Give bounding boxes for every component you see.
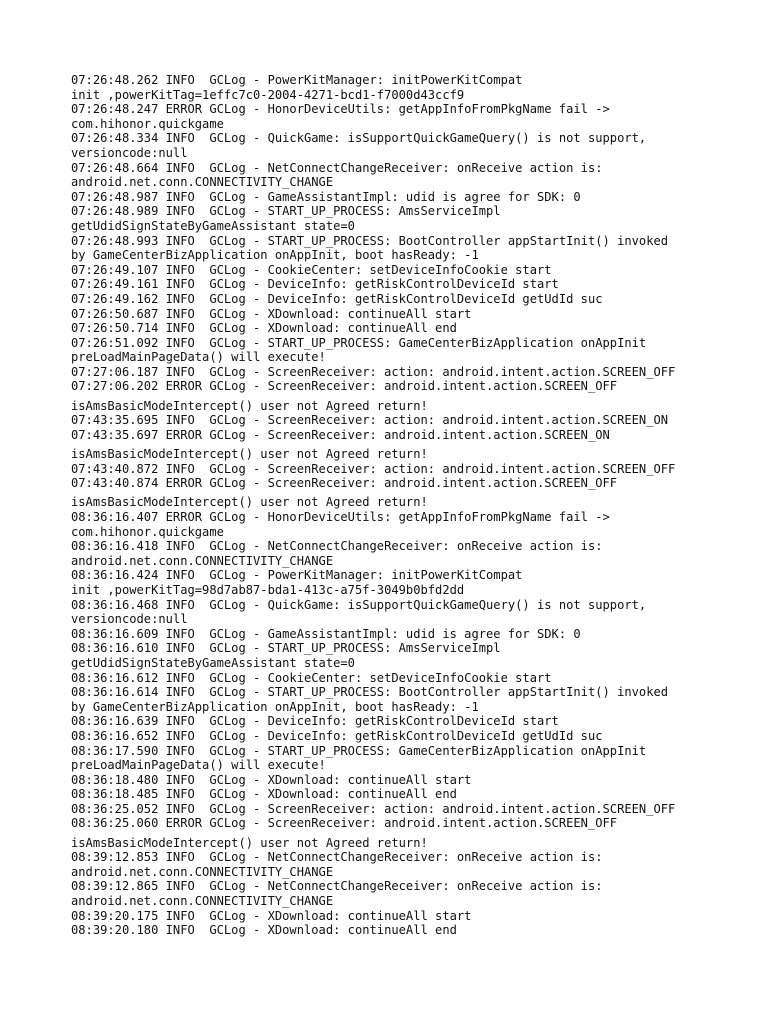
log-line: 07:43:40.872 INFO GCLog - ScreenReceiver: action: android.intent.action.SCREEN_OFF [71,461,676,476]
log-line: preLoadMainPageData() will execute! [71,758,326,773]
log-line: 07:26:50.714 INFO GCLog - XDownload: continueAll end [71,321,457,336]
log-line: 07:26:51.092 INFO GCLog - START_UP_PROCESS: GameCenterBizApplication onAppInit [71,335,647,350]
log-line: android.net.conn.CONNECTIVITY_CHANGE [71,175,334,190]
log-document [71,73,751,938]
log-line: getUdidSignStateByGameAssistant state=0 [71,218,355,233]
log-line: com.hihonor.quickgame [71,116,224,131]
log-line: 07:26:48.993 INFO GCLog - START_UP_PROCESS: BootController appStartInit() invoked [71,233,669,248]
log-line: 07:26:49.107 INFO GCLog - CookieCenter: setDeviceInfoCookie start [71,262,552,277]
log-line: 07:26:48.247 ERROR GCLog - HonorDeviceUtils: getAppInfoFromPkgName fail -> [71,102,610,117]
log-line: 08:36:16.610 INFO GCLog - START_UP_PROCESS: AmsServiceImpl [71,641,501,656]
log-line: 07:26:48.262 INFO GCLog - PowerKitManager: initPowerKitCompat [71,73,523,87]
log-line: isAmsBasicModeIntercept() user not Agreed return! [71,495,428,510]
log-line: com.hihonor.quickgame [71,524,224,539]
log-line: 07:27:06.202 ERROR GCLog - ScreenReceiver: android.intent.action.SCREEN_OFF [71,379,618,394]
log-line: 07:26:48.664 INFO GCLog - NetConnectChangeReceiver: onReceive action is: [71,160,603,175]
log-line: 07:43:35.695 INFO GCLog - ScreenReceiver: action: android.intent.action.SCREEN_ON [71,413,669,428]
log-line: versioncode:null [71,145,188,160]
log-line: 08:36:16.639 INFO GCLog - DeviceInfo: getRiskControlDeviceId start [71,714,559,729]
log-line: 07:26:49.162 INFO GCLog - DeviceInfo: getRiskControlDeviceId getUdId suc [71,291,603,306]
log-line: 07:26:50.687 INFO GCLog - XDownload: continueAll start [71,306,472,321]
log-line: 08:36:25.052 INFO GCLog - ScreenReceiver: action: android.intent.action.SCREEN_OFF [71,801,676,816]
log-line: 08:39:20.175 INFO GCLog - XDownload: continueAll start [71,908,472,923]
log-line: versioncode:null [71,612,188,627]
log-line: init ,powerKitTag=98d7ab87-bda1-413c-a75f-3049b0bfd2dd [71,582,465,597]
log-line: 08:36:16.468 INFO GCLog - QuickGame: isSupportQuickGameQuery() is not support, [71,597,647,612]
log-line: 08:36:16.407 ERROR GCLog - HonorDeviceUtils: getAppInfoFromPkgName fail -> [71,510,610,524]
log-line: 08:36:16.609 INFO GCLog - GameAssistantImpl: udid is agree for SDK: 0 [71,626,581,641]
log-line: 08:36:16.418 INFO GCLog - NetConnectChangeReceiver: onReceive action is: [71,539,603,554]
log-line: 07:27:06.187 INFO GCLog - ScreenReceiver: action: android.intent.action.SCREEN_OFF [71,364,676,379]
log-line: 07:43:35.697 ERROR GCLog - ScreenReceiver: android.intent.action.SCREEN_ON [71,427,610,442]
log-line: 07:43:40.874 ERROR GCLog - ScreenReceiver: android.intent.action.SCREEN_OFF [71,476,618,491]
log-line: 07:26:48.334 INFO GCLog - QuickGame: isSupportQuickGameQuery() is not support, [71,131,647,146]
log-line: 07:26:48.987 INFO GCLog - GameAssistantImpl: udid is agree for SDK: 0 [71,189,581,204]
log-line: 08:36:16.614 INFO GCLog - START_UP_PROCESS: BootController appStartInit() invoked [71,685,669,700]
log-line: 08:36:25.060 ERROR GCLog - ScreenReceiver: android.intent.action.SCREEN_OFF [71,816,618,831]
log-line: by GameCenterBizApplication onAppInit, boot hasReady: -1 [71,699,479,714]
log-line: 07:26:49.161 INFO GCLog - DeviceInfo: getRiskControlDeviceId start [71,277,559,292]
log-line: isAmsBasicModeIntercept() user not Agreed return! [71,835,428,850]
log-line: isAmsBasicModeIntercept() user not Agreed return! [71,447,428,462]
log-line: preLoadMainPageData() will execute! [71,350,326,365]
log-line: 08:39:20.180 INFO GCLog - XDownload: continueAll end [71,923,457,938]
log-line: getUdidSignStateByGameAssistant state=0 [71,655,355,670]
log-line: by GameCenterBizApplication onAppInit, boot hasReady: -1 [71,248,479,263]
log-line: 08:39:12.853 INFO GCLog - NetConnectChangeReceiver: onReceive action is: [71,850,603,865]
log-line: android.net.conn.CONNECTIVITY_CHANGE [71,894,334,909]
log-line: 08:36:18.485 INFO GCLog - XDownload: continueAll end [71,787,457,802]
log-line: android.net.conn.CONNECTIVITY_CHANGE [71,864,334,879]
log-line: android.net.conn.CONNECTIVITY_CHANGE [71,553,334,568]
log-line: 08:36:17.590 INFO GCLog - START_UP_PROCESS: GameCenterBizApplication onAppInit [71,743,647,758]
log-line: 08:36:16.652 INFO GCLog - DeviceInfo: getRiskControlDeviceId getUdId suc [71,728,603,743]
log-line: 08:36:16.612 INFO GCLog - CookieCenter: setDeviceInfoCookie start [71,670,552,685]
log-line: 07:26:48.989 INFO GCLog - START_UP_PROCESS: AmsServiceImpl [71,204,501,219]
log-line: isAmsBasicModeIntercept() user not Agreed return! [71,398,428,413]
log-line: 08:39:12.865 INFO GCLog - NetConnectChangeReceiver: onReceive action is: [71,879,603,894]
log-line: 08:36:16.424 INFO GCLog - PowerKitManager: initPowerKitCompat [71,568,523,583]
log-line: init ,powerKitTag=1effc7c0-2004-4271-bcd1-f7000d43ccf9 [71,87,465,102]
log-line: 08:36:18.480 INFO GCLog - XDownload: continueAll start [71,772,472,787]
